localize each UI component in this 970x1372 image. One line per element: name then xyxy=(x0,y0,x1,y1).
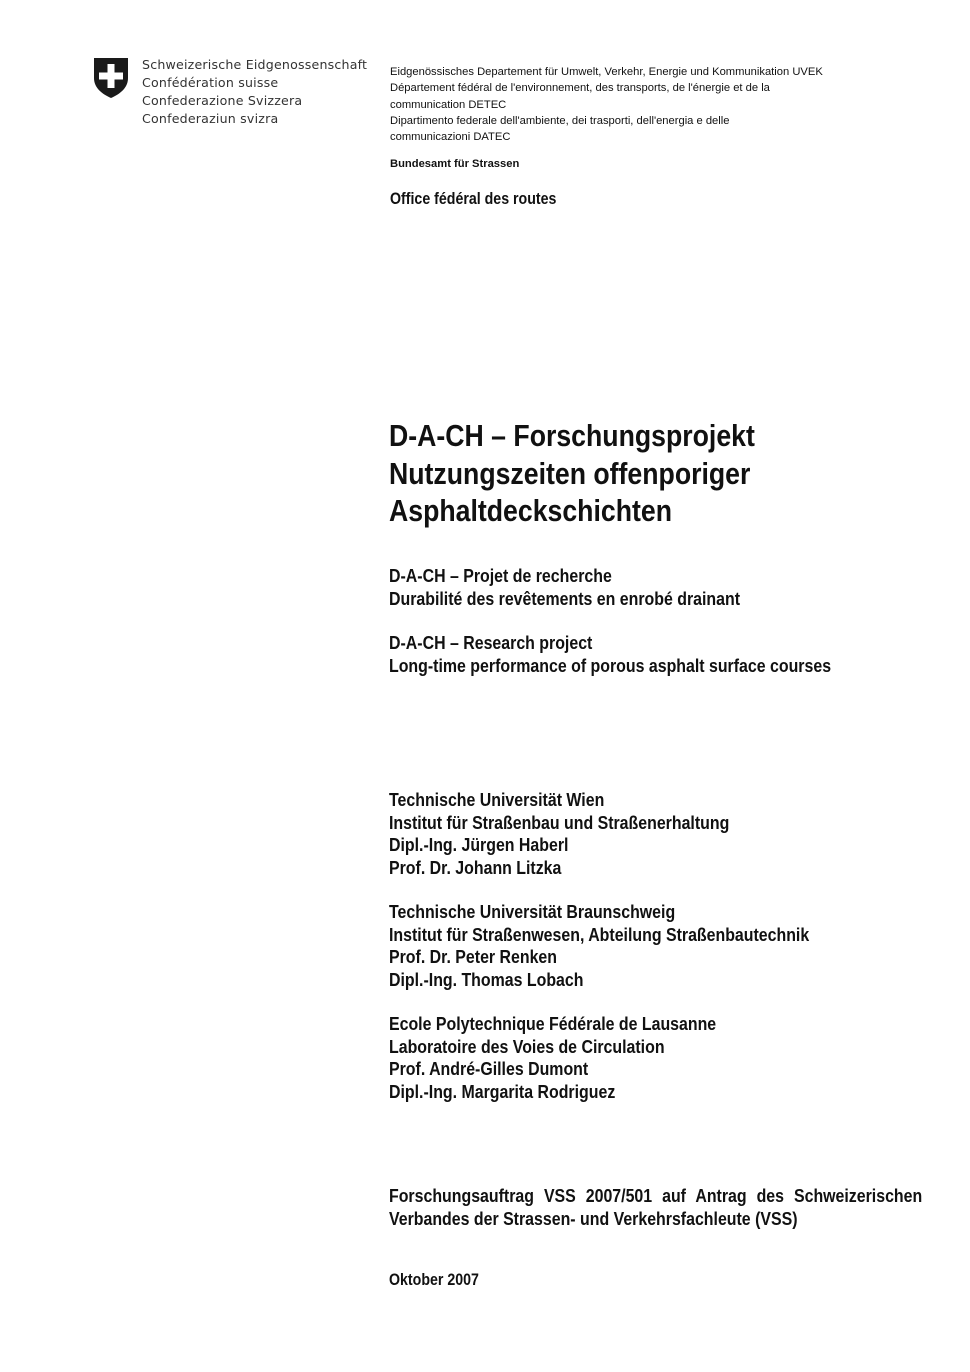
institution-tu-wien xyxy=(389,789,785,879)
subtitle-line: Durabilité des revêtements en enrobé drainant xyxy=(389,588,741,609)
institution-line: Ecole Polytechnique Fédérale de Lausanne xyxy=(389,1013,717,1034)
logo-line: Confederaziun svizra xyxy=(142,111,279,126)
office-name-french: Office fédéral des routes xyxy=(390,190,557,208)
department-block xyxy=(390,64,890,145)
institution-line: Institut für Straßenwesen, Abteilung Straßenbautechnik xyxy=(389,923,810,945)
institution-line: Technische Universität Braunschweig xyxy=(389,901,676,922)
subtitle-english xyxy=(389,631,903,677)
contract-line: Forschungsauftrag VSS 2007/501 auf Antrag des Schweizerischen xyxy=(389,1185,923,1206)
institution-tu-braunschweig xyxy=(389,901,878,991)
institution-line: Institut für Straßenbau und Straßenerhaltung xyxy=(389,811,730,833)
institution-line: Prof. André-Gilles Dumont xyxy=(389,1058,589,1079)
contract-line: Verbandes der Strassen- und Verkehrsfachleute (VSS) xyxy=(389,1207,798,1229)
office-name-german: Bundesamt für Strassen xyxy=(390,158,520,170)
department-line: Dipartimento federale dell'ambiente, dei trasporti, dell'energia e delle xyxy=(390,114,730,127)
institution-line: Dipl.-Ing. Margarita Rodriguez xyxy=(389,1080,616,1102)
department-line: communication DETEC xyxy=(390,98,507,111)
department-line: Département fédéral de l'environnement, des transports, de l'énergie et de la xyxy=(390,82,770,95)
title-line: Nutzungszeiten offenporiger xyxy=(389,455,751,491)
subtitle-line: Long-time performance of porous asphalt surface courses xyxy=(389,655,832,676)
institution-line: Prof. Dr. Johann Litzka xyxy=(389,856,562,878)
institution-line: Prof. Dr. Peter Renken xyxy=(389,946,557,967)
institution-line: Dipl.-Ing. Thomas Lobach xyxy=(389,968,584,990)
confederation-name-lines xyxy=(142,56,367,128)
department-line: communicazioni DATEC xyxy=(390,131,511,144)
publication-date: Oktober 2007 xyxy=(389,1271,479,1289)
logo-line: Schweizerische Eidgenossenschaft xyxy=(142,57,368,72)
institution-line: Technische Universität Wien xyxy=(389,789,605,810)
department-line: Eidgenössisches Departement für Umwelt, Verkehr, Energie und Kommunikation UVEK xyxy=(390,66,823,78)
subtitle-line: D-A-CH – Projet de recherche xyxy=(389,565,612,586)
research-contract-note xyxy=(389,1185,922,1230)
title-line: Asphaltdeckschichten xyxy=(389,493,672,528)
logo-line: Confederazione Svizzera xyxy=(142,93,303,108)
swiss-shield-icon xyxy=(92,56,130,100)
institution-line: Laboratoire des Voies de Circulation xyxy=(389,1035,665,1057)
subtitle-french xyxy=(389,564,797,610)
main-title xyxy=(389,417,814,530)
institution-line: Dipl.-Ing. Jürgen Haberl xyxy=(389,834,569,855)
logo-line: Confédération suisse xyxy=(142,75,279,90)
subtitle-line: D-A-CH – Research project xyxy=(389,632,593,653)
institution-epfl xyxy=(389,1013,769,1103)
title-line: D-A-CH – Forschungsprojekt xyxy=(389,418,755,453)
swiss-confederation-logo xyxy=(92,56,368,128)
